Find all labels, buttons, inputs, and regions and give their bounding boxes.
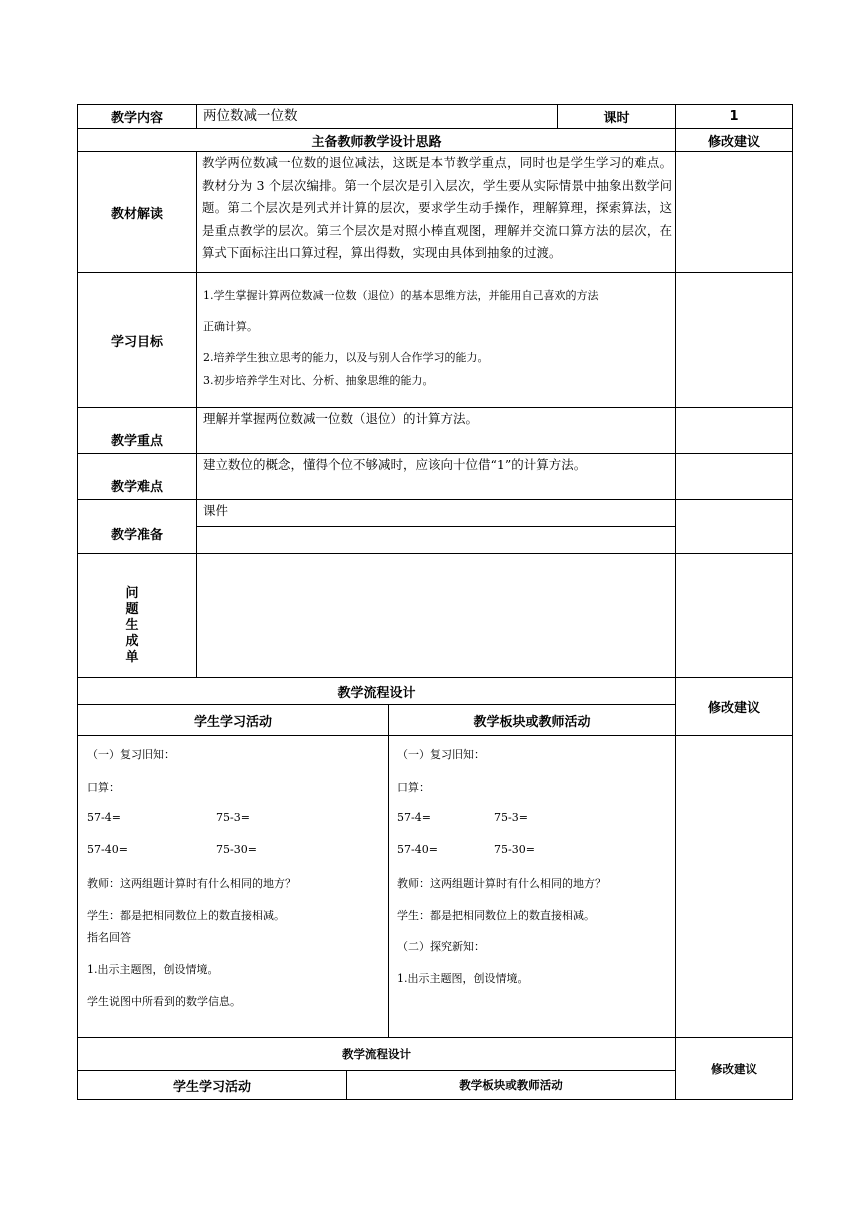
student-review: （一）复习旧知： [87, 748, 175, 761]
student-eq: 57-40= [87, 843, 128, 856]
content-value: 两位数减一位数 [203, 108, 298, 124]
student-call: 指名回答 [87, 931, 131, 944]
textbook-text: 教学两位数减一位数的退位减法，这既是本节教学重点，同时也是学生学习的难点。教材分为 3 个层次编排。第一个层次是引入层次，学生要从实际情景中抽象出数学问题。第二个层次是列式并计算的层次，要求学生动手操作，理解算理，探索算法，这是重点教学的层次。第三个层次是对照小棒直观图，理解并交流口算方法的层次，在算式下面标注出口算过程，算出得数，实现由具体到抽象的过渡。 [202, 155, 672, 261]
teacher-show: 1.出示主题图，创设情境。 [397, 972, 529, 985]
period-label: 课时 [603, 111, 630, 126]
difficulty-label: 教学难点 [110, 480, 163, 495]
goal-2: 2.培养学生独立思考的能力，以及与别人合作学习的能力。 [203, 351, 489, 364]
rule [77, 553, 793, 554]
goal-3: 3.初步培养学生对比、分析、抽象思维的能力。 [203, 374, 434, 387]
student-describe: 学生说图中所看到的数学信息。 [87, 995, 241, 1008]
design-title: 主备教师教学设计思路 [311, 134, 442, 150]
goals-label: 学习目标 [110, 334, 163, 350]
difficulty-text: 建立数位的概念，懂得个位不够减时，应该向十位借“1”的计算方法。 [203, 457, 587, 472]
teacher-question: 教师：这两组题计算时有什么相同的地方？ [397, 877, 606, 890]
key-point-label: 教学重点 [110, 434, 163, 449]
rule [675, 104, 676, 1100]
teacher-explore: （二）探究新知： [397, 940, 485, 953]
questions-label-char: 题 [125, 602, 139, 617]
prep-label: 教学准备 [110, 528, 163, 543]
goal-1b: 正确计算。 [203, 320, 258, 333]
questions-label-char: 生 [125, 618, 139, 633]
student-oral: 口算： [87, 781, 120, 794]
student-eq: 57-4= [87, 811, 121, 824]
rule [388, 704, 389, 1037]
student-answer: 学生：都是把相同数位上的数直接相减。 [87, 909, 285, 922]
rule [196, 104, 197, 128]
flow-revise-label: 修改建议 [707, 701, 760, 716]
teacher-student-answer: 学生：都是把相同数位上的数直接相减。 [397, 909, 595, 922]
student-show: 1.出示主题图，创设情境。 [87, 963, 219, 976]
key-point-text: 理解并掌握两位数减一位数（退位）的计算方法。 [203, 411, 479, 426]
teacher-eq: 57-4= [397, 811, 431, 824]
teacher-eq: 75-3= [494, 811, 528, 824]
student-eq: 75-30= [216, 843, 257, 856]
student-eq: 75-3= [216, 811, 250, 824]
teacher-eq: 75-30= [494, 843, 535, 856]
student-teacher-question: 教师：这两组题计算时有什么相同的地方？ [87, 877, 296, 890]
goal-1a: 1.学生掌握计算两位数减一位数（退位）的基本思维方法，并能用自己喜欢的方法 [203, 289, 599, 302]
flow-title: 教学流程设计 [337, 685, 416, 701]
questions-label-char: 问 [125, 586, 139, 601]
flow2-revise-label: 修改建议 [711, 1061, 757, 1076]
student-activity-header: 学生学习活动 [193, 714, 272, 730]
flow2-title: 教学流程设计 [342, 1047, 411, 1061]
questions-label [124, 586, 140, 666]
content-label: 教学内容 [110, 111, 163, 126]
rule [196, 526, 676, 527]
prep-text: 课件 [203, 503, 229, 518]
rule [196, 151, 197, 677]
rule [77, 735, 793, 736]
textbook-label: 教材解读 [110, 206, 163, 222]
teacher-activity-header: 教学板块或教师活动 [473, 714, 591, 730]
questions-label-char: 成 [125, 634, 139, 649]
flow2-student-header: 学生学习活动 [172, 1079, 251, 1095]
flow2-teacher-header: 教学板块或教师活动 [459, 1078, 563, 1092]
period-value: 1 [729, 109, 739, 124]
rule [77, 453, 793, 454]
questions-label-char: 单 [125, 650, 139, 665]
teacher-review: （一）复习旧知： [397, 748, 485, 761]
rule [77, 407, 793, 408]
teacher-eq: 57-40= [397, 843, 438, 856]
teacher-oral: 口算： [397, 781, 430, 794]
rule [792, 104, 793, 1100]
rule [77, 1099, 793, 1100]
revise-label: 修改建议 [707, 134, 760, 150]
